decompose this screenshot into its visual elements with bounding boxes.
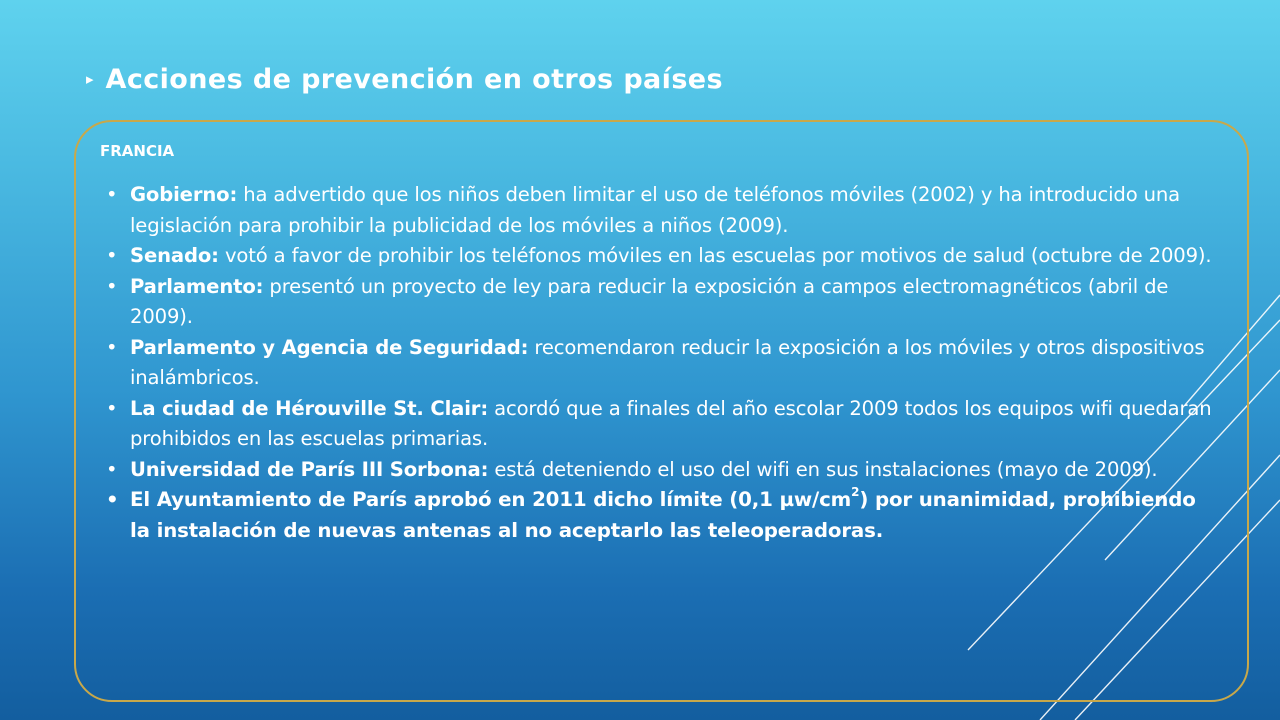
bullet-icon: • — [106, 488, 119, 511]
bullet-icon: • — [106, 274, 118, 298]
final-text-end: ) por unanimidad, prohibiendo la instalación de nuevas antenas al no aceptarlo las teleoperadoras. — [130, 488, 1196, 542]
action-list — [100, 180, 1221, 546]
list-item — [100, 455, 1221, 486]
list-item — [100, 241, 1221, 272]
item-text: recomendaron reducir la exposición a los móviles y otros dispositivos inalámbricos. — [130, 335, 1205, 389]
item-label: Universidad de París III Sorbona: — [130, 457, 489, 481]
list-item — [100, 180, 1221, 241]
item-text: votó a favor de prohibir los teléfonos móviles en las escuelas por motivos de salud (octubre de 2009). — [218, 244, 1212, 267]
item-label: Gobierno: — [130, 183, 238, 206]
item-label: Parlamento y Agencia de Seguridad: — [130, 335, 529, 359]
list-item — [100, 333, 1221, 394]
list-item — [100, 394, 1221, 455]
list-item — [100, 272, 1221, 333]
item-label: Parlamento: — [130, 274, 264, 298]
title-row — [86, 64, 723, 95]
bullet-icon: • — [106, 244, 118, 267]
superscript: 2 — [851, 485, 860, 500]
bullet-icon: • — [106, 396, 118, 420]
final-text-start: El Ayuntamiento de París aprobó en 2011 dicho límite (0,1 µw/cm — [130, 488, 852, 511]
list-item-final — [100, 485, 1221, 546]
item-label: Senado: — [130, 244, 219, 267]
item-label: La ciudad de Hérouville St. Clair: — [130, 396, 489, 420]
content-box — [74, 120, 1249, 702]
country-heading: FRANCIA — [100, 142, 175, 160]
bullet-icon: • — [106, 183, 118, 206]
item-text: presentó un proyecto de ley para reducir la exposición a campos electromagnéticos (abril de 2009). — [130, 274, 1169, 328]
title-bullet-icon: ▸ — [86, 70, 94, 88]
item-text: está deteniendo el uso del wifi en sus instalaciones (mayo de 2009). — [488, 457, 1158, 481]
bullet-icon: • — [106, 335, 118, 359]
bullet-icon: • — [106, 457, 118, 481]
item-text: ha advertido que los niños deben limitar el uso de teléfonos móviles (2002) y ha introducido una legislación para prohibir la publicidad de los móviles a niños (2009). — [130, 183, 1181, 237]
item-text: acordó que a finales del año escolar 2009 todos los equipos wifi quedaran prohibidos en las escuelas primarias. — [130, 396, 1212, 450]
page-title: Acciones de prevención en otros países — [105, 64, 723, 95]
